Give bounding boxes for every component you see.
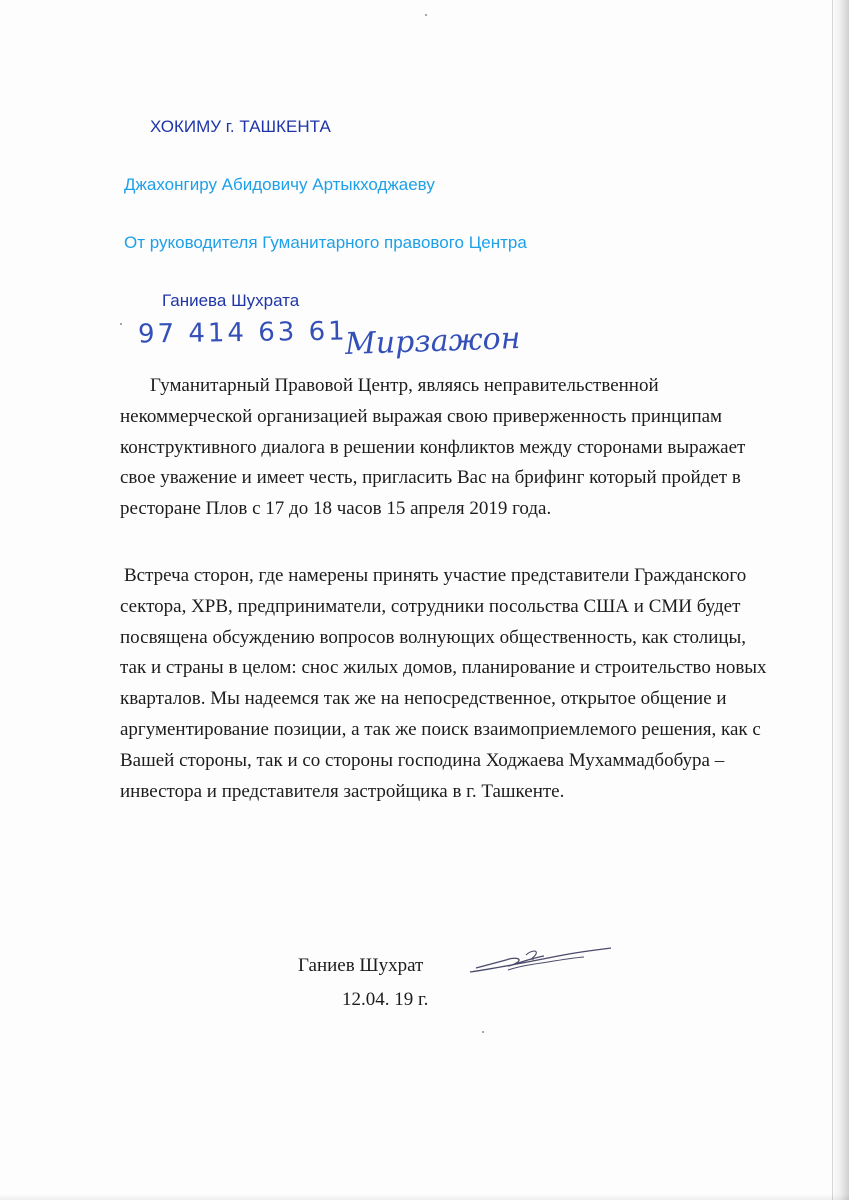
handwritten-signature [468, 938, 613, 983]
body-paragraph-2: Встреча сторон, где намерены принять участие представители Гражданского сектора, ХРВ, предприниматели, сотрудники посольства США и СМИ будет посвящена обсуждению вопросов волнующих общественность, как столицы, так и страны в целом: снос жилых домов, планирование и строительство новых кварталов. Мы надеемся так же на непосредственное, открытое общение и аргументирование позиции, а так же поиск взаимоприемлемого решения, как с Вашей стороны, так и со стороны господина Ходжаева Мухаммадбобура – инвестора и представителя застройщика в г. Ташкенте. [120, 565, 767, 802]
scan-speck [425, 14, 427, 16]
sender-position: От руководителя Гуманитарного правового Центра [124, 233, 527, 252]
scan-speck [482, 1031, 484, 1033]
addressee-name: Джахонгиру Абидовичу Артыкходжаеву [124, 175, 435, 194]
page-bottom-shadow [0, 1194, 849, 1200]
page-edge-shadow [831, 0, 849, 1200]
sender-name: Ганиева Шухрата [162, 291, 300, 310]
signatory-name: Ганиев Шухрат [298, 955, 424, 976]
body-paragraph-1: Гуманитарный Правовой Центр, являясь неправительственной некоммерческой организацией выражая свою приверженность принципам конструктивного диалога в решении конфликтов между сторонами выражает свое уважение и имеет честь, пригласить Вас на брифинг который пройдет в ресторане Плов с 17 до 18 часов 15 апреля 2019 года. [120, 375, 746, 520]
addressee-title: ХОКИМУ г. ТАШКЕНТА [150, 117, 331, 136]
handwritten-phone-number: 97 414 63 61 [137, 316, 348, 350]
signature-date: 12.04. 19 г. [342, 989, 429, 1010]
handwritten-name: Мирзажон [344, 320, 521, 363]
scan-speck [120, 323, 122, 325]
